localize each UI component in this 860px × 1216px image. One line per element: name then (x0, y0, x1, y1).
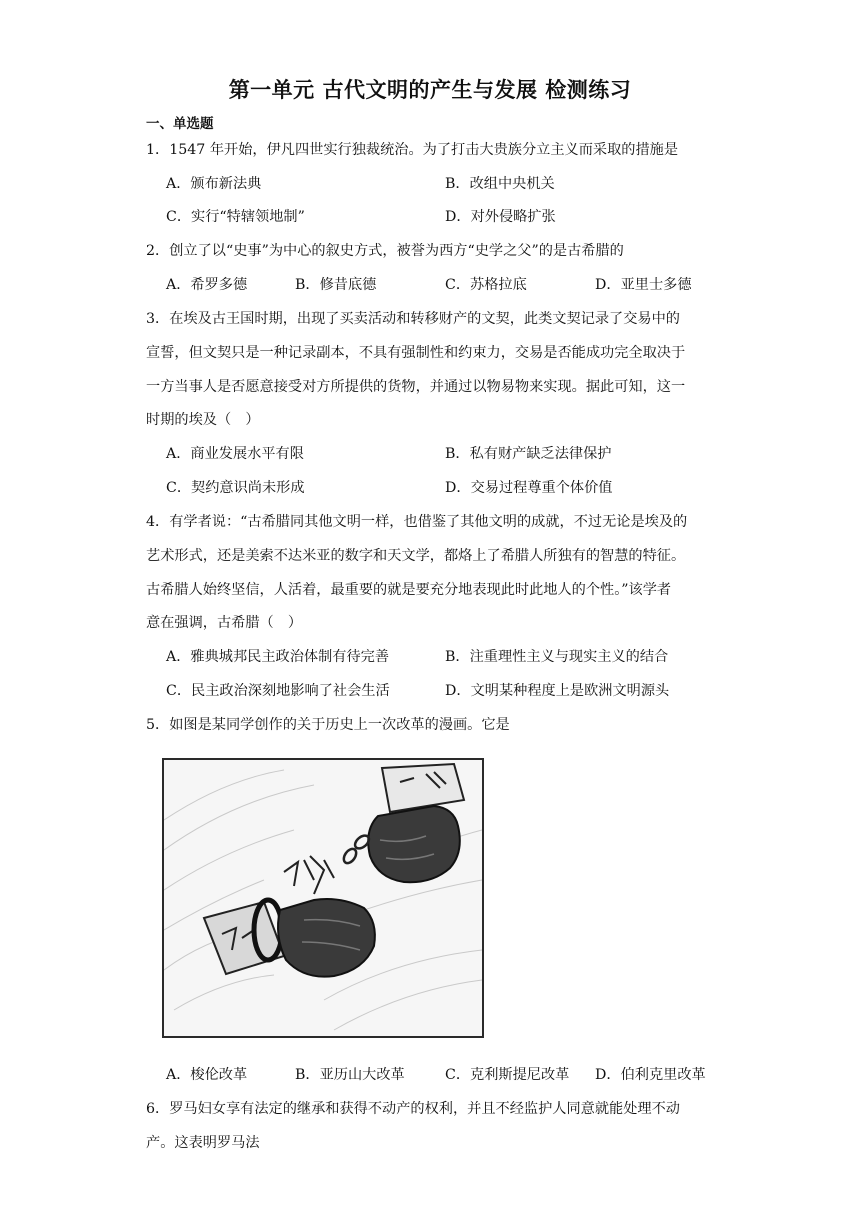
page-title: 第一单元 古代文明的产生与发展 检测练习 (228, 78, 632, 102)
cartoon-image (162, 758, 484, 1038)
question-6-stem-line-2: 产。这表明罗马法 (146, 1135, 260, 1151)
question-4-option-d: D．文明某种程度上是欧洲文明源头 (445, 683, 670, 699)
question-3-stem-line-3: 一方当事人是否愿意接受对方所提供的货物，并通过以物易物来实现。据此可知，这一 (146, 379, 686, 395)
question-3-stem-line-2: 宣誓，但文契只是一种记录副本，不具有强制性和约束力，交易是否能成功完全取决于 (146, 345, 686, 361)
question-1-option-d: D．对外侵略扩张 (445, 209, 556, 225)
question-1-option-a: A．颁布新法典 (166, 176, 262, 192)
question-4-option-b: B．注重理性主义与现实主义的结合 (445, 649, 669, 665)
question-5-option-b: B．亚历山大改革 (295, 1067, 405, 1083)
question-3-option-c: C．契约意识尚未形成 (166, 480, 305, 496)
question-4-option-a: A．雅典城邦民主政治体制有待完善 (166, 649, 390, 665)
question-4-stem-line-2: 艺术形式，还是美索不达米亚的数字和天文学，都烙上了希腊人所独有的智慧的特征。 (146, 548, 686, 564)
question-4-stem-line-3: 古希腊人始终坚信，人活着，最重要的就是要充分地表现此时此地人的个性。”该学者 (146, 582, 672, 598)
question-3-option-b: B．私有财产缺乏法律保护 (445, 446, 612, 462)
question-5-option-a: A．梭伦改革 (166, 1067, 248, 1083)
question-1-option-b: B．改组中央机关 (445, 176, 555, 192)
question-4-option-c: C．民主政治深刻地影响了社会生活 (166, 683, 390, 699)
question-5-option-c: C．克利斯提尼改革 (445, 1067, 570, 1083)
question-2-stem: 2．创立了以“史事”为中心的叙史方式，被誉为西方“史学之父”的是古希腊的 (146, 243, 624, 259)
section-heading: 一、单选题 (146, 116, 214, 132)
question-5-option-d: D．伯利克里改革 (595, 1067, 706, 1083)
question-2-option-b: B．修昔底德 (295, 277, 377, 293)
question-6-stem-line-1: 6．罗马妇女享有法定的继承和获得不动产的权利，并且不经监护人同意就能处理不动 (146, 1101, 680, 1117)
question-3-stem-line-4: 时期的埃及（ ） (146, 412, 260, 428)
question-3-option-d: D．交易过程尊重个体价值 (445, 480, 613, 496)
question-1-stem: 1．1547 年开始，伊凡四世实行独裁统治。为了打击大贵族分立主义而采取的措施是 (146, 142, 679, 158)
question-2-option-c: C．苏格拉底 (445, 277, 527, 293)
question-1-option-c: C．实行“特辖领地制” (166, 209, 305, 225)
question-4-stem-line-4: 意在强调，古希腊（ ） (146, 615, 303, 631)
question-2-option-d: D．亚里士多德 (595, 277, 692, 293)
handcuffed-fists-illustration (164, 760, 482, 1036)
question-2-option-a: A．希罗多德 (166, 277, 248, 293)
question-3-stem-line-1: 3．在埃及古王国时期，出现了买卖活动和转移财产的文契，此类文契记录了交易中的 (146, 311, 680, 327)
question-5-stem: 5．如图是某同学创作的关于历史上一次改革的漫画。它是 (146, 717, 510, 733)
question-4-stem-line-1: 4．有学者说：“古希腊同其他文明一样，也借鉴了其他文明的成就，不过无论是埃及的 (146, 514, 688, 530)
question-3-option-a: A．商业发展水平有限 (166, 446, 304, 462)
